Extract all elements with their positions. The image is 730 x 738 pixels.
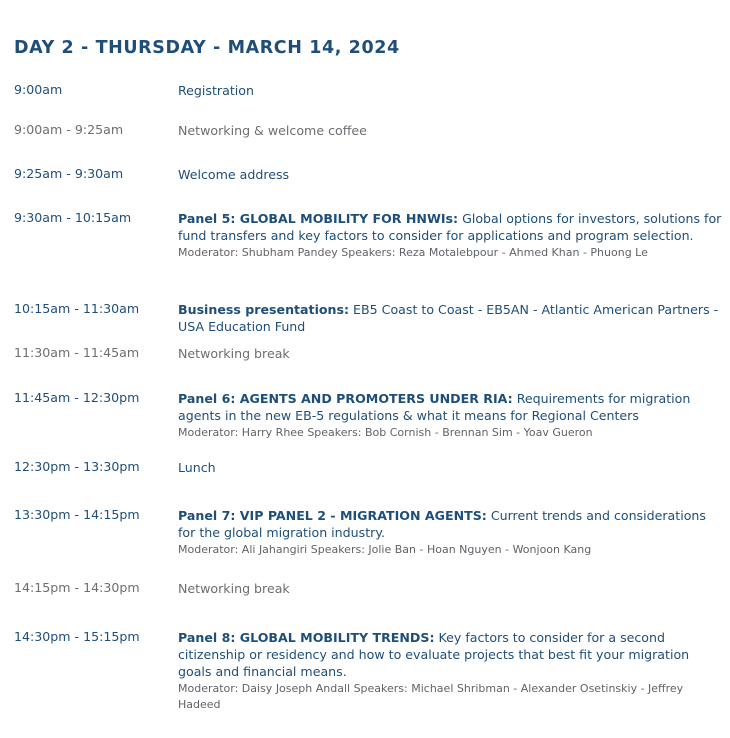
session-title: Panel 8: GLOBAL MOBILITY TRENDS: — [178, 630, 435, 645]
schedule-time: 14:30pm - 15:15pm — [14, 629, 140, 644]
schedule-time: 14:15pm - 14:30pm — [14, 580, 140, 595]
moderator-line: Moderator: Shubham Pandey Speakers: Reza Motalebpour - Ahmed Khan - Phuong Le — [178, 246, 648, 259]
schedule-time: 9:25am - 9:30am — [14, 166, 124, 181]
session-title: Panel 5: GLOBAL MOBILITY FOR HNWIs: — [178, 211, 459, 226]
schedule-description — [178, 345, 723, 362]
session-text: Key factors to consider for a second citizenship or residency and how to evaluate projects that best fit your migration goals and financial means. — [178, 630, 690, 679]
moderator-line: Moderator: Ali Jahangiri Speakers: Jolie Ban - Hoan Nguyen - Wonjoon Kang — [178, 543, 592, 556]
schedule-time: 9:30am - 10:15am — [14, 210, 132, 225]
moderator-line: Moderator: Harry Rhee Speakers: Bob Cornish - Brennan Sim - Yoav Gueron — [178, 426, 593, 439]
session-text: Requirements for migration agents in the new EB-5 regulations & what it means for Regional Centers — [178, 391, 691, 423]
schedule-time: 10:15am - 11:30am — [14, 301, 140, 316]
schedule-description — [178, 82, 723, 99]
session-text: EB5 Coast to Coast - EB5AN - Atlantic American Partners - USA Education Fund — [178, 302, 719, 334]
schedule-description — [178, 122, 723, 139]
schedule-time: 11:45am - 12:30pm — [14, 390, 140, 405]
schedule-description — [178, 390, 723, 441]
schedule-time: 9:00am — [14, 82, 63, 97]
session-text: Global options for investors, solutions for fund transfers and key factors to consider for applications and program selection. — [178, 211, 722, 243]
moderator-line: Moderator: Daisy Joseph Andall Speakers: Michael Shribman - Alexander Osetinskiy - Jeffrey Hadeed — [178, 682, 684, 711]
session-title: Business presentations: — [178, 302, 350, 317]
schedule-time: 12:30pm - 13:30pm — [14, 459, 140, 474]
schedule-description — [178, 210, 723, 261]
schedule-description — [178, 166, 723, 183]
schedule-time: 9:00am - 9:25am — [14, 122, 124, 137]
schedule-description — [178, 459, 723, 476]
session-text: Networking & welcome coffee — [178, 123, 367, 138]
schedule-time: 11:30am - 11:45am — [14, 345, 140, 360]
schedule-time: 13:30pm - 14:15pm — [14, 507, 140, 522]
schedule-description — [178, 580, 723, 597]
schedule-description — [178, 507, 723, 558]
session-title: Panel 7: VIP PANEL 2 - MIGRATION AGENTS: — [178, 508, 487, 523]
session-text: Welcome address — [178, 167, 290, 182]
session-title: Panel 6: AGENTS AND PROMOTERS UNDER RIA: — [178, 391, 513, 406]
schedule-description — [178, 301, 723, 335]
session-text: Lunch — [178, 460, 216, 475]
schedule-description — [178, 629, 723, 713]
page-title: DAY 2 - THURSDAY - MARCH 14, 2024 — [14, 38, 400, 58]
session-text: Registration — [178, 83, 254, 98]
session-text: Networking break — [178, 346, 290, 361]
session-text: Networking break — [178, 581, 290, 596]
session-text: Current trends and considerations for the global migration industry. — [178, 508, 706, 540]
